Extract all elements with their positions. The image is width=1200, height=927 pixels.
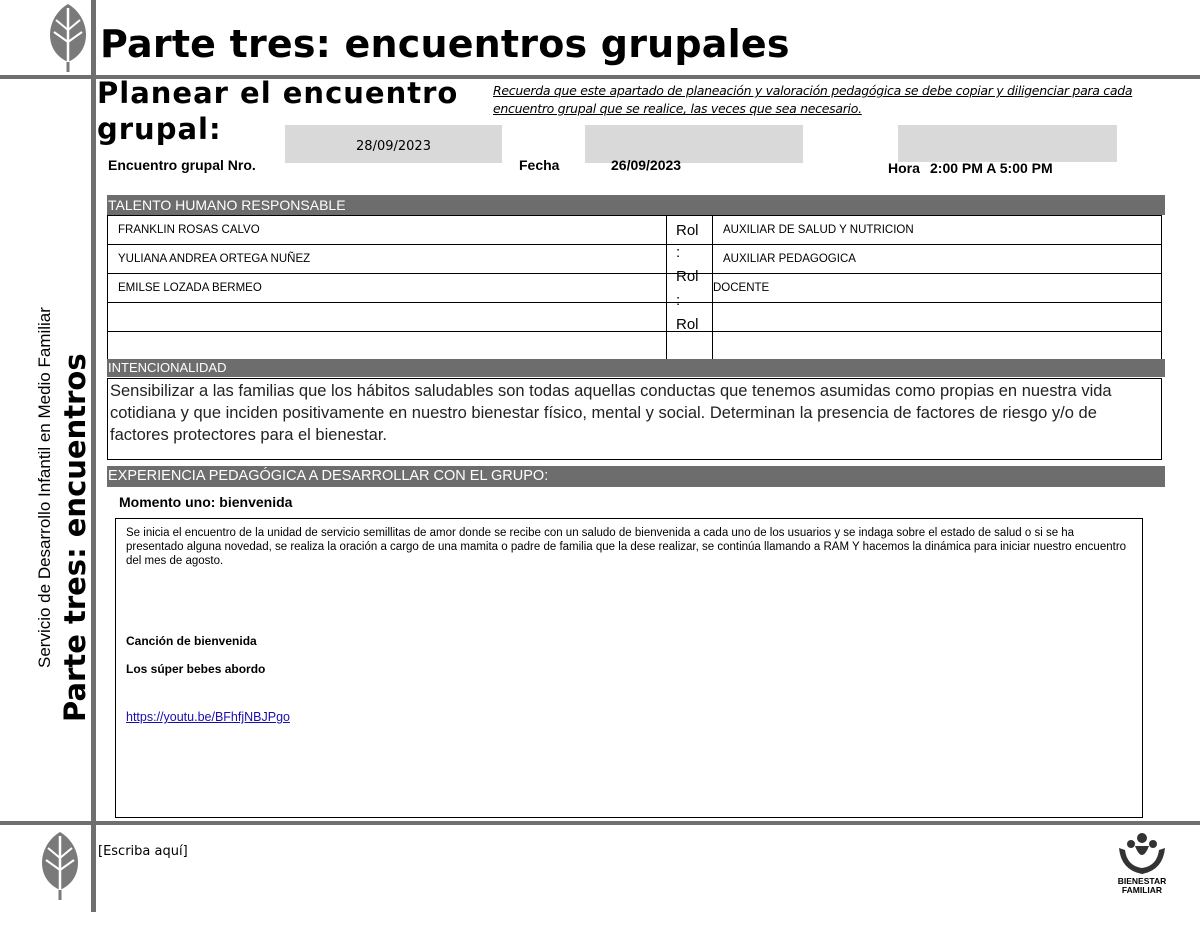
- table-row: [108, 216, 1162, 245]
- bottom-frame-line: [0, 821, 1200, 825]
- team-role-cell[interactable]: [713, 303, 1162, 332]
- role-label: Rol: [676, 222, 699, 239]
- leaf-icon: [44, 0, 92, 72]
- footer-placeholder[interactable]: [Escriba aquí]: [98, 844, 188, 859]
- time-value: 2:00 PM A 5:00 PM: [930, 160, 1053, 176]
- family-hands-logo-icon: [1115, 830, 1169, 876]
- intent-section-header: INTENCIONALIDAD: [107, 359, 1165, 377]
- leaf-icon: [36, 828, 84, 900]
- team-name-cell[interactable]: FRANKLIN ROSAS CALVO: [108, 216, 667, 245]
- page-title: Parte tres: encuentros grupales: [100, 22, 790, 66]
- meeting-number-label: Encuentro grupal Nro.: [108, 157, 256, 173]
- sidebar-part-text: Parte tres: encuentros: [58, 353, 92, 722]
- role-colon: :: [676, 292, 681, 309]
- meeting-number-field[interactable]: 28/09/2023: [285, 125, 502, 163]
- table-row: [108, 332, 1162, 361]
- team-role-cell[interactable]: AUXILIAR DE SALUD Y NUTRICION: [713, 216, 1162, 245]
- table-row: [108, 245, 1162, 274]
- experience-paragraph: Se inicia el encuentro de la unidad de servicio semillitas de amor donde se recibe con un saludo de bienvenida a cada uno de los usuarios y se indaga sobre el estado de salud o si se ha presentado alguna novedad, se realiza la oración a cargo de una mamita o padre de familia que la dese realizar, se continúa llamando a RAM Y hacemos la dinámica para iniciar nuestro encuentro del mes de agosto.: [126, 527, 1127, 567]
- time-field-box[interactable]: [898, 125, 1117, 162]
- plan-title: Planear el encuentro grupal:: [97, 76, 459, 146]
- role-label-cell: [667, 332, 713, 361]
- time-label: Hora: [888, 160, 920, 176]
- song-label: Canción de bienvenida: [126, 634, 257, 648]
- role-colon: :: [676, 244, 681, 261]
- team-table: [107, 215, 1162, 361]
- table-row: [108, 303, 1162, 332]
- song-link[interactable]: https://youtu.be/BFhfjNBJPgo: [126, 710, 290, 724]
- team-role-cell[interactable]: DOCENTE: [713, 274, 1162, 303]
- table-row: [108, 274, 1162, 303]
- team-role-cell[interactable]: AUXILIAR PEDAGOGICA: [713, 245, 1162, 274]
- experience-section-header: EXPERIENCIA PEDAGÓGICA A DESARROLLAR CON EL GRUPO:: [107, 466, 1165, 487]
- sidebar-service-text: Servicio de Desarrollo Infantil en Medio Familiar: [35, 307, 54, 668]
- team-name-cell[interactable]: [108, 332, 667, 361]
- intent-text-box[interactable]: Sensibilizar a las familias que los hábitos saludables son todas aquellas conductas que tenemos asumidas como propias en nuestra vida cotidiana y que inciden positivamente en nuestro bienestar físico, mental y social. Determinan la presencia de factores de riesgo y/o de factores protectores para el bienestar.: [107, 378, 1162, 460]
- team-name-cell[interactable]: [108, 303, 667, 332]
- team-name-cell[interactable]: YULIANA ANDREA ORTEGA NUÑEZ: [108, 245, 667, 274]
- role-label: Rol: [676, 316, 699, 333]
- logo-text: BIENESTAR FAMILIAR: [1117, 876, 1167, 895]
- role-label: Rol: [676, 268, 699, 285]
- team-name-cell[interactable]: EMILSE LOZADA BERMEO: [108, 274, 667, 303]
- team-role-cell[interactable]: [713, 332, 1162, 361]
- date-label: Fecha: [519, 157, 560, 173]
- moment-title: Momento uno: bienvenida: [119, 494, 293, 510]
- instruction-note: Recuerda que este apartado de planeación y valoración pedagógica se debe copiar y diligenciar para cada encuentro grupal que se realice, las veces que sea necesario.: [493, 83, 1133, 116]
- song-name: Los súper bebes abordo: [126, 662, 266, 676]
- team-section-header: TALENTO HUMANO RESPONSABLE: [107, 195, 1165, 215]
- date-value: 26/09/2023: [611, 157, 682, 173]
